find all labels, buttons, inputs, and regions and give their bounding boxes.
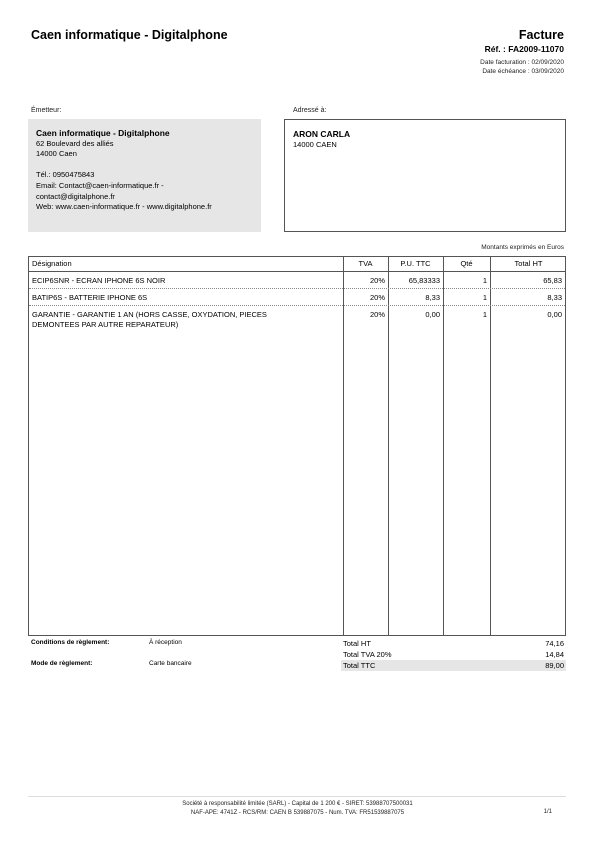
total-ht-row xyxy=(341,638,566,649)
footer-line2: NAF-APE: 4741Z - RCS/RM: CAEN B 539887075 - Num. TVA: FR51539887075 xyxy=(190,809,405,816)
mode-label: Mode de règlement: xyxy=(31,660,93,667)
header-tva: TVA xyxy=(358,259,373,268)
total-ttc-value: 89,00 xyxy=(545,661,564,670)
emetteur-box xyxy=(28,119,261,232)
row-pu: 65,83333 xyxy=(408,276,440,285)
emetteur-address-line1: 62 Boulevard des alliés xyxy=(36,138,114,148)
header-total-ht: Total HT xyxy=(514,259,543,268)
row-tva: 20% xyxy=(369,293,385,302)
footer-line1: Société à responsabilité limitée (SARL) - Capital de 1 200 € - SIRET: 53988707500031 xyxy=(182,801,413,807)
total-tva-label: Total TVA 20% xyxy=(343,650,392,659)
destinataire-box xyxy=(284,119,566,232)
items-table xyxy=(28,256,566,636)
row-pu: 0,00 xyxy=(425,310,440,319)
page-number: 1/1 xyxy=(543,808,552,815)
total-ht-label: Total HT xyxy=(343,639,371,648)
currency-note: Montants exprimés en Euros xyxy=(481,244,564,251)
row-designation: ECIP6SNR - ECRAN IPHONE 6S NOIR xyxy=(32,276,166,285)
header-qte: Qté xyxy=(460,259,473,268)
total-tva-row xyxy=(341,649,566,660)
document-title: Facture xyxy=(518,28,564,42)
emetteur-phone: Tél.: 0950475843 xyxy=(36,170,95,180)
totals-block xyxy=(341,638,566,671)
invoice-reference: Réf. : FA2009-11070 xyxy=(484,44,564,54)
row-total: 0,00 xyxy=(547,310,562,319)
table-row xyxy=(29,306,565,336)
row-pu: 8,33 xyxy=(425,293,440,302)
table-header xyxy=(29,257,565,272)
invoice-dates xyxy=(480,58,564,76)
mode-value: Carte bancaire xyxy=(149,660,192,667)
legal-footer xyxy=(0,800,595,817)
row-tva: 20% xyxy=(369,276,385,285)
conditions-value: À réception xyxy=(149,639,182,646)
header-designation: Désignation xyxy=(32,259,72,268)
row-designation xyxy=(32,310,340,330)
emetteur-name: Caen informatique - Digitalphone xyxy=(36,128,170,138)
company-title: Caen informatique - Digitalphone xyxy=(31,28,228,42)
row-qte: 1 xyxy=(482,293,487,302)
header-pu-ttc: P.U. TTC xyxy=(400,259,431,268)
emetteur-web: Web: www.caen-informatique.fr - www.digitalphone.fr xyxy=(36,202,212,212)
conditions-label: Conditions de règlement: xyxy=(31,639,110,646)
destinataire-address: 14000 CAEN xyxy=(293,139,337,149)
total-ht-value: 74,16 xyxy=(545,639,564,648)
total-ttc-label: Total TTC xyxy=(343,661,376,670)
date-facturation: Date facturation : 02/09/2020 xyxy=(480,59,564,66)
row-total: 65,83 xyxy=(543,276,562,285)
row-designation-line1: GARANTIE - GARANTIE 1 AN (HORS CASSE, OXYDATION, PIECES xyxy=(32,310,267,319)
row-qte: 1 xyxy=(482,310,487,319)
row-designation: BATIP6S - BATTERIE IPHONE 6S xyxy=(32,293,148,302)
emetteur-email-line1: Email: Contact@caen-informatique.fr - xyxy=(36,180,164,190)
total-tva-value: 14,84 xyxy=(545,650,564,659)
row-designation-line2: DEMONTEES PAR AUTRE REPARATEUR) xyxy=(32,320,179,329)
total-ttc-row xyxy=(341,660,566,671)
adresse-label: Adressé à: xyxy=(293,107,327,114)
row-qte: 1 xyxy=(482,276,487,285)
destinataire-name: ARON CARLA xyxy=(293,129,351,139)
emetteur-email-line2: contact@digitalphone.fr xyxy=(36,191,115,201)
emetteur-label: Émetteur: xyxy=(31,107,62,114)
table-row xyxy=(29,289,565,306)
row-tva: 20% xyxy=(369,310,385,319)
row-total: 8,33 xyxy=(547,293,562,302)
emetteur-address-line2: 14000 Caen xyxy=(36,149,77,159)
table-row xyxy=(29,272,565,289)
date-echeance: Date échéance : 03/09/2020 xyxy=(482,68,564,75)
footer-divider xyxy=(28,796,566,797)
